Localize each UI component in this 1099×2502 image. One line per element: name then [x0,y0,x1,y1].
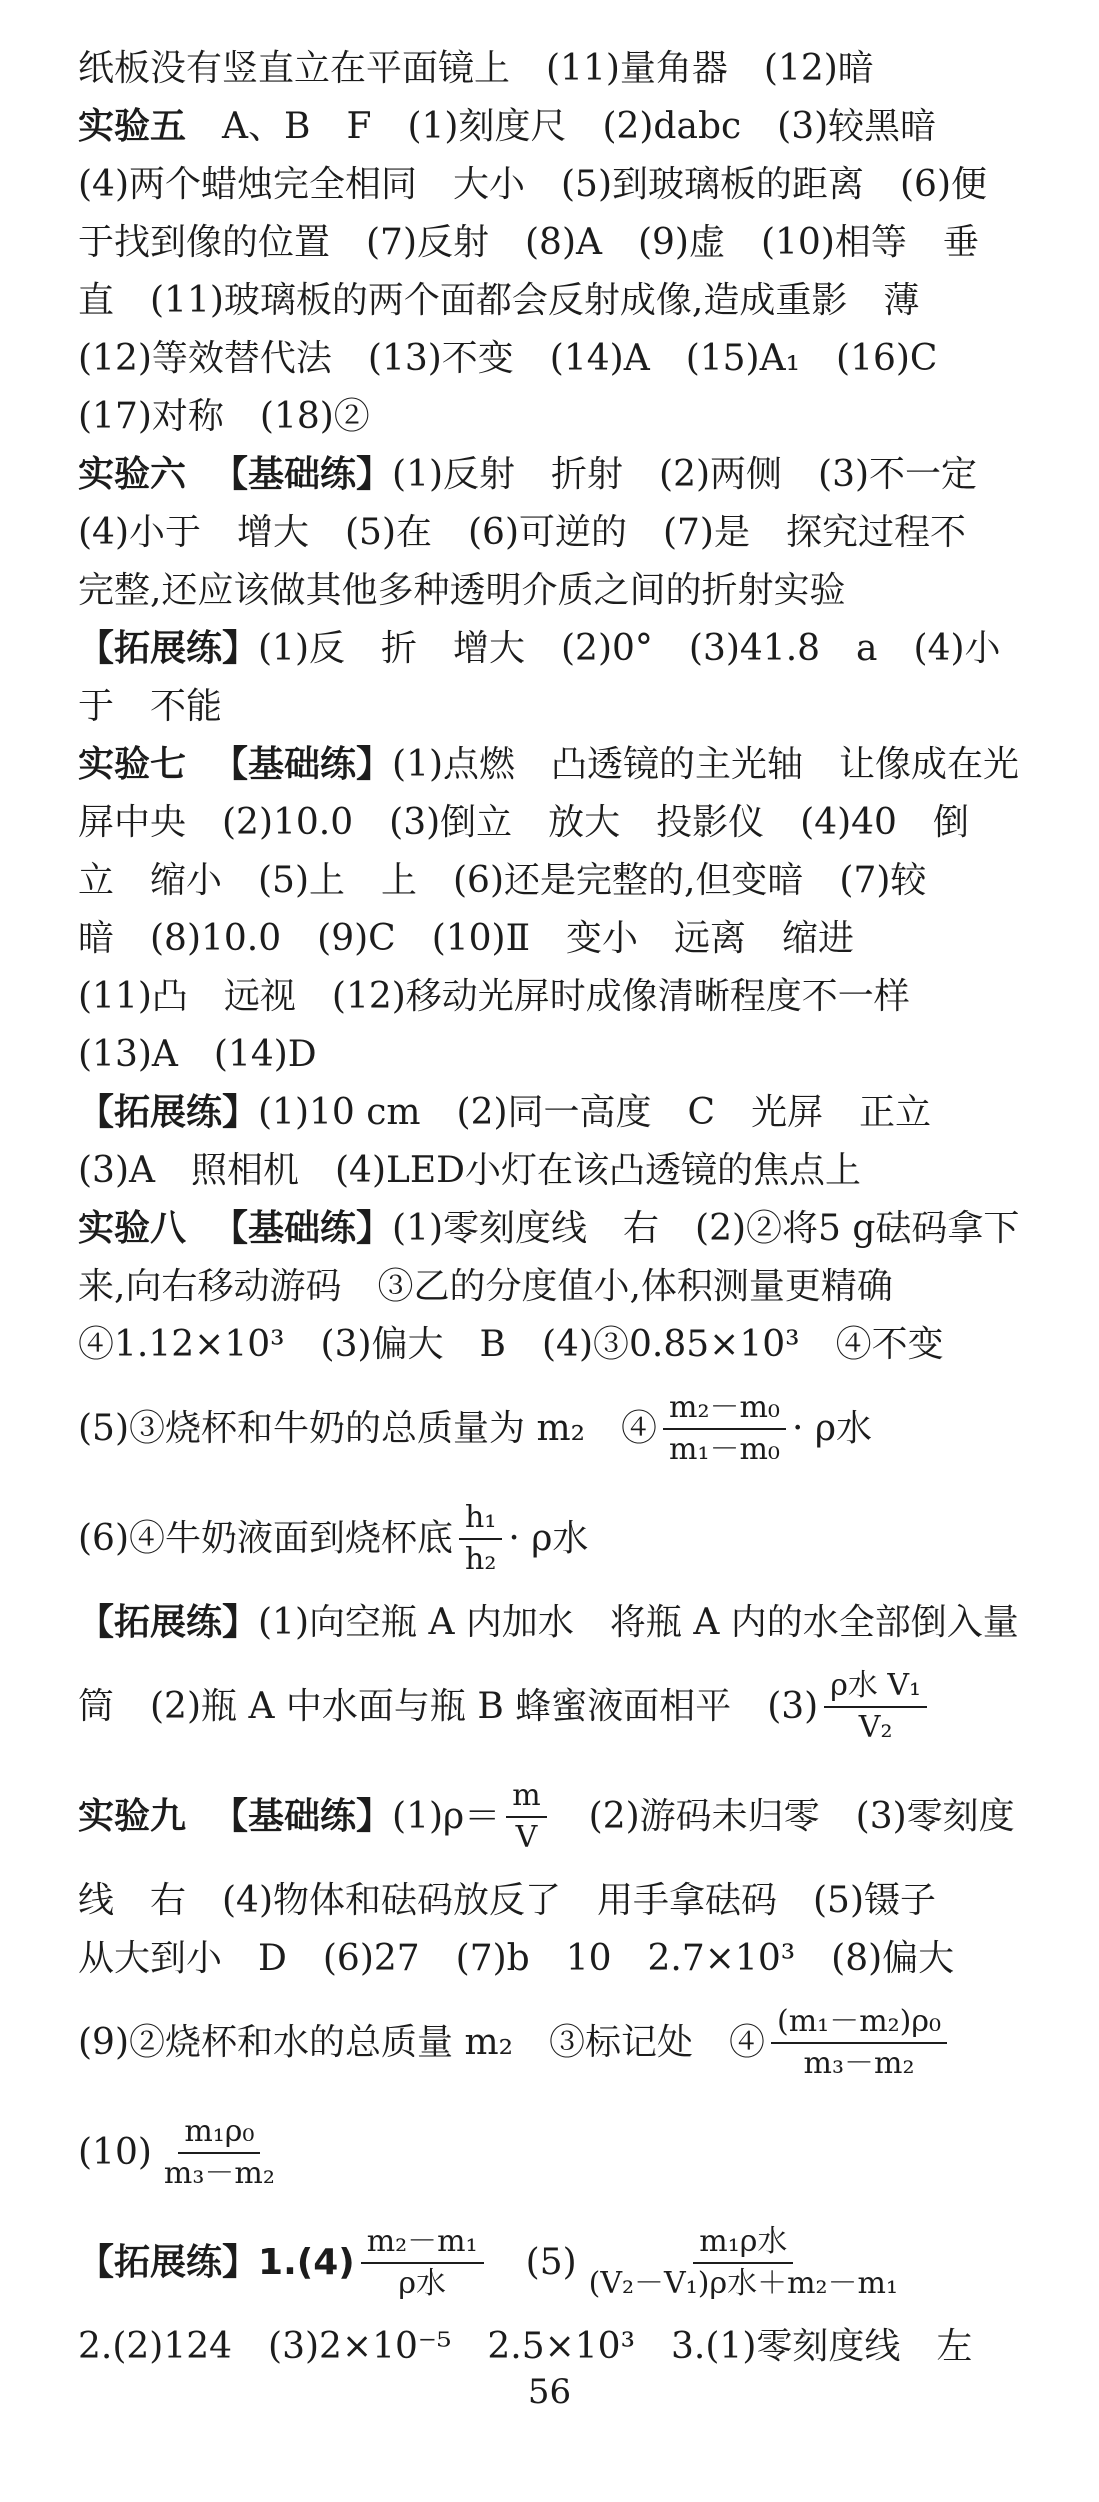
line-text: (1)10 cm (2)同一高度 C 光屏 正立 [258,1092,932,1133]
fraction [663,1388,786,1470]
practice-tag: 【基础练】 [212,1796,393,1837]
formula-line [78,1652,1053,1762]
line-text: 于找到像的位置 (7)反射 (8)A (9)虚 (10)相等 垂 [78,222,979,263]
text-line [78,562,1053,620]
text-line [78,272,1053,330]
text-line [78,504,1053,562]
practice-tag: 【拓展练】 [78,1092,259,1133]
text-line [78,1594,1053,1652]
text-line [78,678,1053,736]
formula-line [78,1484,1053,1594]
text-line [78,1200,1053,1258]
fraction-numerator: ρ水 V₁ [824,1666,927,1708]
fraction [459,1498,502,1580]
practice-tag: 【拓展练】 [78,1602,259,1643]
section-heading: 实验五 [78,106,187,147]
line-text: (6)④牛奶液面到烧杯底 [78,1518,453,1559]
fraction-denominator: ρ水 [398,2266,446,2301]
line-text: 从大到小 D (6)27 (7)b 10 2.7×10³ (8)偏大 [78,1938,955,1979]
formula-line [78,1762,1053,1872]
text-line [78,330,1053,388]
practice-tag: 【拓展练】 [78,2242,259,2283]
line-text: 线 右 (4)物体和砝码放反了 用手拿砝码 (5)镊子 [78,1880,936,1921]
section-heading: 实验六 [78,454,187,495]
text-line [78,1026,1053,1084]
line-text: · ρ水 [508,1518,589,1559]
text-line [78,1872,1053,1930]
fraction-denominator: h₂ [465,1542,497,1577]
line-text: (4)两个蜡烛完全相同 大小 (5)到玻璃板的距离 (6)便 [78,164,987,205]
line-text: 于 不能 [78,686,223,727]
text-line [78,736,1053,794]
line-text: (5) [489,2242,577,2283]
line-text: (2)游码未归零 (3)零刻度 [552,1796,1015,1837]
text-line [78,1084,1053,1142]
line-text: 直 (11)玻璃板的两个面都会反射成像,造成重影 薄 [78,280,920,321]
line-text: 来,向右移动游码 ③乙的分度值小,体积测量更精确 [78,1266,893,1307]
text-line [78,388,1053,446]
practice-tag: 【基础练】 [212,744,393,785]
line-text: (4)小于 增大 (5)在 (6)可逆的 (7)是 探究过程不 [78,512,966,553]
fraction-numerator: h₁ [459,1498,502,1540]
line-text: (11)凸 远视 (12)移动光屏时成像清晰程度不一样 [78,976,910,1017]
fraction [824,1666,927,1748]
text-line [78,910,1053,968]
text-line [78,1930,1053,1988]
fraction [583,2222,904,2304]
fraction-denominator: (V₂－V₁)ρ水＋m₂－m₁ [588,2266,899,2301]
fraction [158,2112,281,2194]
formula-line [78,2098,1053,2208]
practice-tag: 【基础练】 [212,454,393,495]
line-text: (10) [78,2132,152,2173]
line-text: ④1.12×10³ (3)偏大 B (4)③0.85×10³ ④不变 [78,1324,944,1365]
line-text: (5)③烧杯和牛奶的总质量为 m₂ ④ [78,1408,658,1449]
line-text: (3)A 照相机 (4)LED小灯在该凸透镜的焦点上 [78,1150,862,1191]
text-line [78,214,1053,272]
text-line [78,40,1053,98]
practice-tag: 【拓展练】 [78,628,259,669]
line-text: (17)对称 (18)② [78,396,370,437]
line-text: (12)等效替代法 (13)不变 (14)A (15)A₁ (16)C [78,338,938,379]
text-line [78,620,1053,678]
line-text: 完整,还应该做其他多种透明介质之间的折射实验 [78,570,846,611]
line-text: (1)点燃 凸透镜的主光轴 让像成在光 [392,744,1020,785]
text-line [78,446,1053,504]
fraction-denominator: m₃－m₂ [163,2156,275,2191]
text-line [78,98,1053,156]
fraction-numerator: m [506,1776,546,1818]
section-heading: 实验七 [78,744,187,785]
fraction-denominator: m₁－m₀ [669,1432,780,1467]
line-text: (1)反射 折射 (2)两侧 (3)不一定 [392,454,978,495]
line-text: · ρ水 [791,1408,873,1449]
fraction-numerator: m₂－m₀ [663,1388,786,1430]
text-line [78,794,1053,852]
fraction-numerator: (m₁－m₂)ρ₀ [771,2002,947,2044]
line-text: 立 缩小 (5)上 上 (6)还是完整的,但变暗 (7)较 [78,860,927,901]
line-text: 暗 (8)10.0 (9)C (10)Ⅱ 变小 远离 缩进 [78,918,855,959]
text-line [78,1258,1053,1316]
section-heading: 实验九 [78,1796,187,1837]
text-line [78,2318,1053,2376]
answer-content [78,40,1053,2376]
formula-line [78,1374,1053,1484]
fraction [361,2222,484,2304]
fraction [771,2002,947,2084]
text-line [78,1316,1053,1374]
text-line [78,156,1053,214]
fraction-denominator: m₃－m₂ [803,2046,915,2081]
text-line [78,852,1053,910]
fraction-numerator: m₁ρ水 [693,2222,793,2264]
section-heading: 实验八 [78,1208,187,1249]
text-line [78,968,1053,1026]
fraction-numerator: m₂－m₁ [361,2222,484,2264]
line-text: 屏中央 (2)10.0 (3)倒立 放大 投影仪 (4)40 倒 [78,802,969,843]
formula-line [78,1988,1053,2098]
page-number: 56 [527,2372,572,2412]
line-text: (1)零刻度线 右 (2)②将5 g砝码拿下 [392,1208,1020,1249]
fraction-numerator: m₁ρ₀ [178,2112,260,2154]
fraction-denominator: V₂ [858,1710,893,1745]
fraction-denominator: V [515,1820,538,1855]
line-text: A、B F (1)刻度尺 (2)dabc (3)较黑暗 [186,106,937,147]
practice-tag: 【基础练】 [212,1208,393,1249]
formula-line [78,2208,1053,2318]
line-text: (1)ρ＝ [392,1796,501,1837]
line-text: 纸板没有竖直立在平面镜上 (11)量角器 (12)暗 [78,48,874,89]
line-text: (9)②烧杯和水的总质量 m₂ ③标记处 ④ [78,2022,766,2063]
fraction [506,1776,546,1858]
line-text: 筒 (2)瓶 A 中水面与瓶 B 蜂蜜液面相平 (3) [78,1686,819,1727]
line-text: (1)向空瓶 A 内加水 将瓶 A 内的水全部倒入量 [258,1602,1019,1643]
line-text: (1)反 折 增大 (2)0° (3)41.8 a (4)小 [258,628,1001,669]
line-text: 1.(4) [258,2242,355,2283]
line-text: (13)A (14)D [78,1034,317,1075]
line-text: 2.(2)124 (3)2×10⁻⁵ 2.5×10³ 3.(1)零刻度线 左 [78,2326,973,2367]
text-line [78,1142,1053,1200]
